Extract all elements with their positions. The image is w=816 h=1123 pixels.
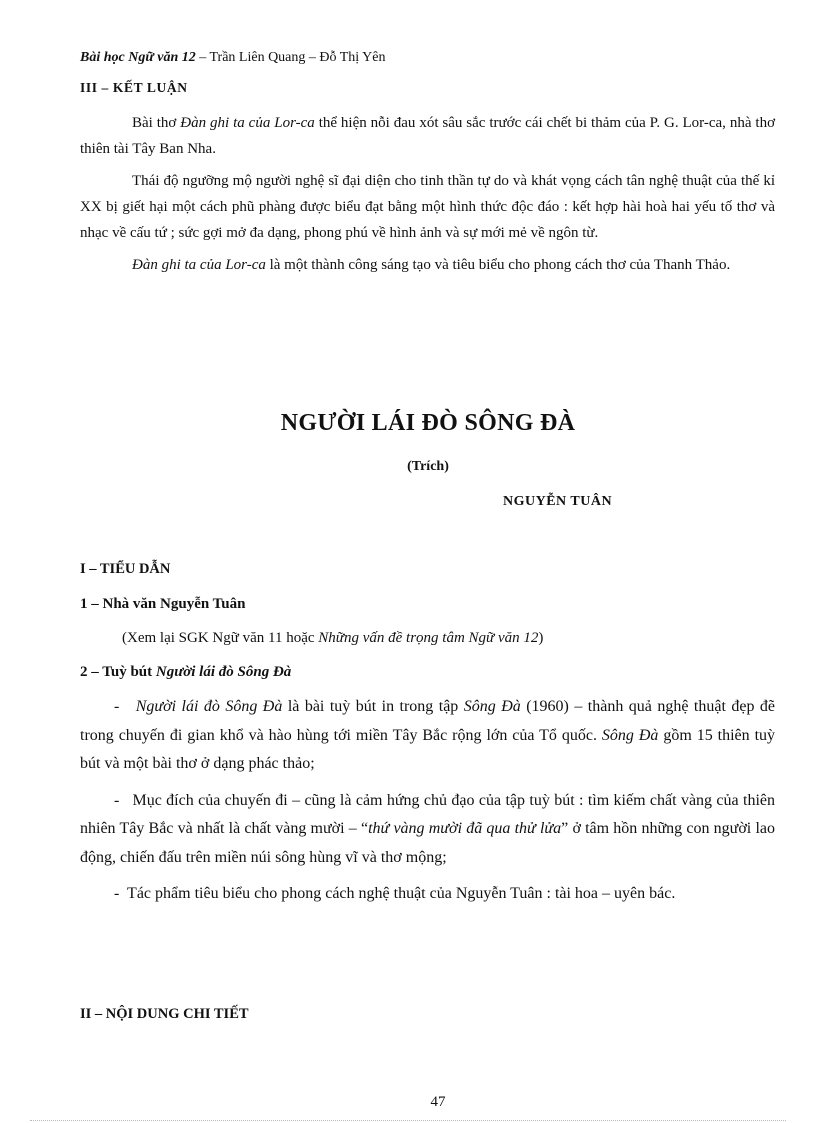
header-book-title: Bài học Ngữ văn 12 [80, 50, 196, 65]
bullet-item: - Người lái đò Sông Đà là bài tuỳ bút in trong tập Sông Đà (1960) – thành quả nghệ thuật đẹp đẽ trong chuyến đi gian khổ và hào hùng tới miền Tây Bắc rộng lớn của Tổ quốc. Sông Đà gồm 15 thiên tuỳ bút và một bài thơ ở dạng phác thảo; [80, 698, 776, 772]
bullet-item: - Tác phẩm tiêu biểu cho phong cách nghệ thuật của Nguyễn Tuân : tài hoa – uyên bác. [114, 885, 676, 902]
section-heading-details: II – NỘI DUNG CHI TIẾT [80, 1006, 249, 1022]
work-subtitle: (Trích) [407, 459, 449, 474]
author-reference-note: (Xem lại SGK Ngữ văn 11 hoặc Những vấn đề trọng tâm Ngữ văn 12) [122, 630, 544, 646]
conclusion-paragraph-2: Thái độ ngưỡng mộ người nghệ sĩ đại diện cho tinh thần tự do và khát vọng cách tân nghệ thuật của thế kỉ XX bị giết hại một cách phũ phàng được biểu đạt bằng một hình thức độc đáo : kết hợp hài hoà hai yếu tố thơ và nhạc về cấu tứ ; sức gợi mở đa dạng, phong phú về hình ảnh và sự mới mẻ về ngôn từ. [80, 173, 775, 241]
header-authors: – Trần Liên Quang – Đỗ Thị Yên [195, 50, 386, 65]
running-header [80, 50, 386, 66]
subheading-author: 1 – Nhà văn Nguyễn Tuân [80, 596, 246, 612]
conclusion-paragraph-1: Bài thơ Đàn ghi ta của Lor-ca thể hiện nỗi đau xót sâu sắc trước cái chết bi thảm của P. G. Lor-ca, nhà thơ thiên tài Tây Ban Nha. [80, 115, 776, 157]
section-heading-conclusion: III – KẾT LUẬN [80, 80, 188, 95]
bullet-item: - Mục đích của chuyến đi – cũng là cảm hứng chủ đạo của tập tuỳ bút : tìm kiếm chất vàng của thiên nhiên Tây Bắc và nhất là chất vàng mười – “thứ vàng mười đã qua thử lửa” ở tâm hồn những con người lao động, chiến đấu trên miền núi sông hùng vĩ và thơ mộng; [80, 791, 776, 866]
work-author: NGUYỄN TUÂN [503, 494, 613, 509]
work-title: NGƯỜI LÁI ĐÒ SÔNG ĐÀ [280, 410, 576, 436]
footer-divider [30, 1120, 786, 1121]
section-heading-introduction: I – TIỂU DẪN [80, 561, 171, 577]
conclusion-text [80, 110, 775, 284]
conclusion-paragraph-3: Đàn ghi ta của Lor-ca là một thành công sáng tạo và tiêu biểu cho phong cách thơ của Thanh Thảo. [132, 257, 731, 273]
essay-bullets [80, 693, 775, 915]
page-number: 47 [430, 1094, 446, 1110]
subheading-essay: 2 – Tuỳ bút Người lái đò Sông Đà [80, 664, 292, 680]
